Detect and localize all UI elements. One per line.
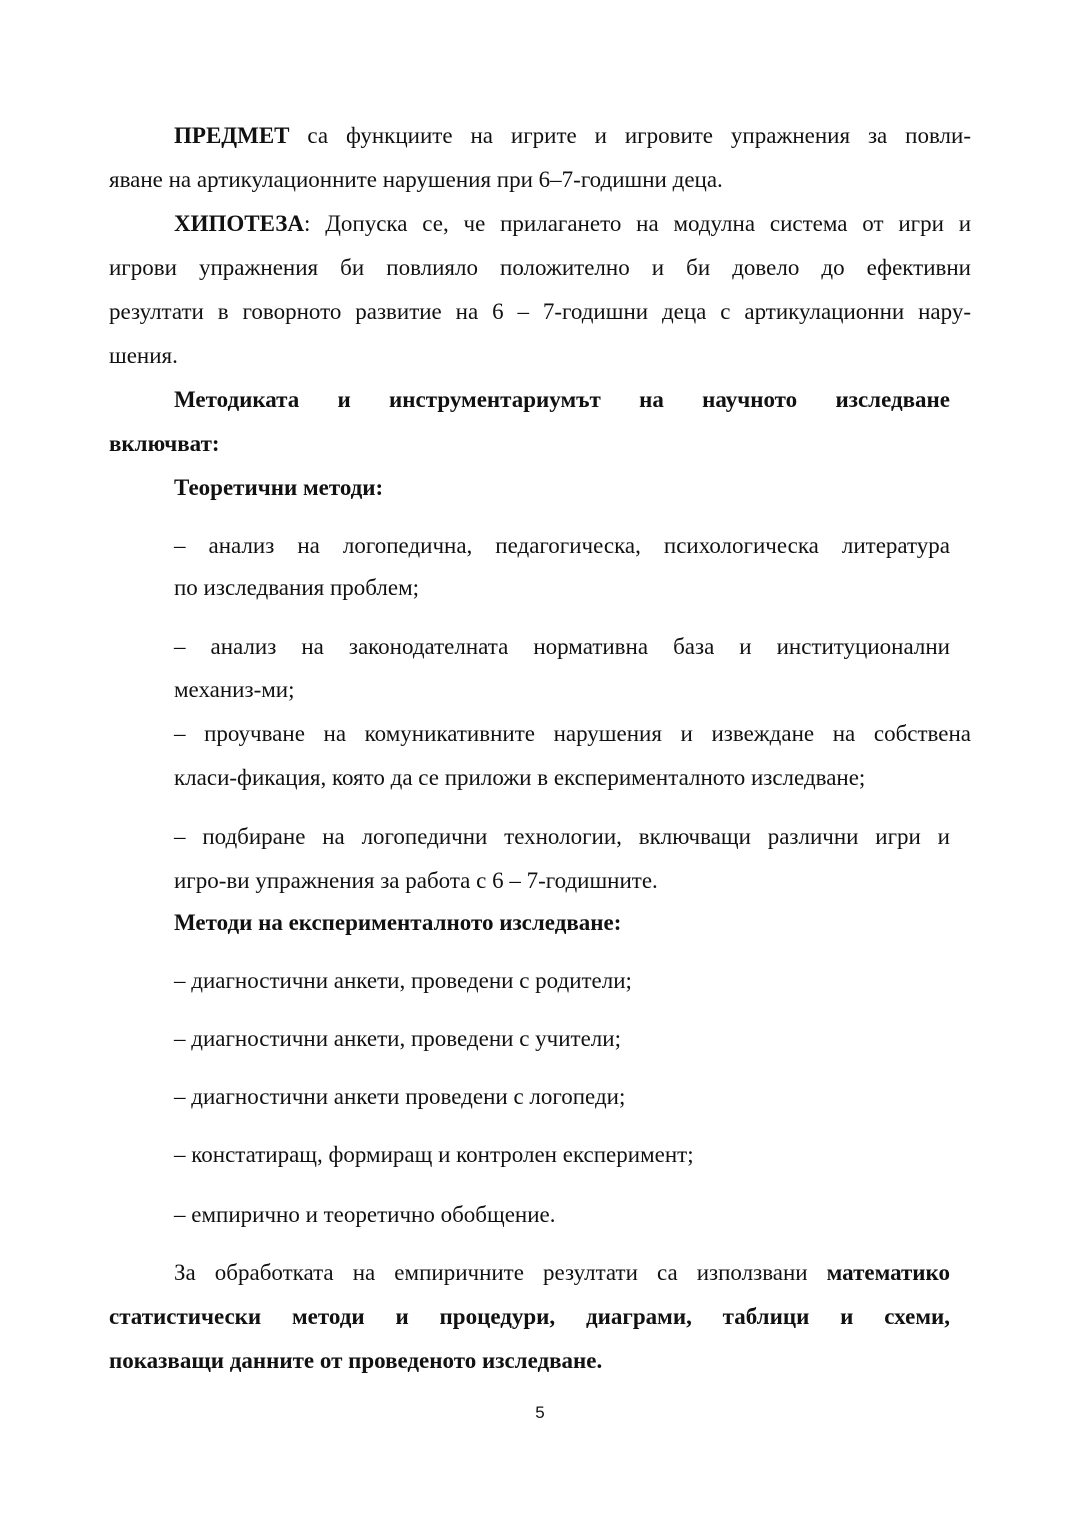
experimental-item-4: – констатиращ, формиращ и контролен експеримент; — [174, 1142, 694, 1167]
theoretical-heading: Теоретични методи: — [174, 475, 384, 500]
theoretical-item-3-line-2: класи-фикация, която да се приложи в експерименталното изследване; — [174, 765, 866, 790]
experimental-item-1: – диагностични анкети, проведени с родители; — [174, 968, 632, 993]
processing-text-bold-1: математико — [826, 1260, 950, 1285]
experimental-heading: Методи на експерименталното изследване: — [174, 910, 622, 935]
hypothesis-line-1 — [174, 209, 971, 239]
processing-line-3: показващи данните от проведеното изследване. — [109, 1348, 603, 1373]
theoretical-item-2-line-2: механиз-ми; — [174, 677, 295, 702]
methodology-heading-line-1: Методиката и инструментариумът на научното изследване — [174, 387, 950, 412]
hypothesis-line-3: резултати в говорното развитие на 6 – 7-годишни деца с артикулационни нару- — [109, 299, 971, 324]
processing-line-2: статистически методи и процедури, диаграми, таблици и схеми, — [109, 1304, 950, 1329]
theoretical-item-1-line-2: по изследвания проблем; — [174, 575, 420, 600]
theoretical-item-4-line-1: – подбиране на логопедични технологии, включващи различни игри и — [174, 824, 950, 849]
page-number: 5 — [535, 1403, 545, 1422]
processing-line-1 — [174, 1258, 950, 1288]
hypothesis-line-2: игрови упражнения би повлияло положително и би довело до ефективни — [109, 255, 971, 280]
subject-line-1 — [174, 121, 971, 151]
hypothesis-line-4: шения. — [109, 343, 178, 368]
experimental-item-5: – емпирично и теоретично обобщение. — [174, 1202, 556, 1227]
methodology-heading-line-2: включват: — [109, 431, 220, 456]
hypothesis-term: ХИПОТЕЗА — [174, 211, 304, 236]
hypothesis-text-1: : Допуска се, че прилагането на модулна система от игри и — [304, 211, 971, 236]
subject-text-1: са функциите на игрите и игровите упражнения за повли- — [289, 123, 971, 148]
theoretical-item-1-line-1: – анализ на логопедична, педагогическа, психологическа литература — [174, 533, 950, 558]
experimental-item-2: – диагностични анкети, проведени с учители; — [174, 1026, 621, 1051]
subject-term: ПРЕДМЕТ — [174, 123, 290, 148]
subject-line-2: яване на артикулационните нарушения при 6–7-годишни деца. — [109, 167, 723, 192]
theoretical-item-2-line-1: – анализ на законодателната нормативна база и институционални — [174, 634, 950, 659]
experimental-item-3: – диагностични анкети проведени с логопеди; — [174, 1084, 626, 1109]
theoretical-item-3-line-1: – проучване на комуникативните нарушения и извеждане на собствена — [174, 721, 971, 746]
processing-text-plain: За обработката на емпиричните резултати са използвани — [174, 1260, 827, 1285]
theoretical-item-4-line-2: игро-ви упражнения за работа с 6 – 7-годишните. — [174, 868, 658, 893]
